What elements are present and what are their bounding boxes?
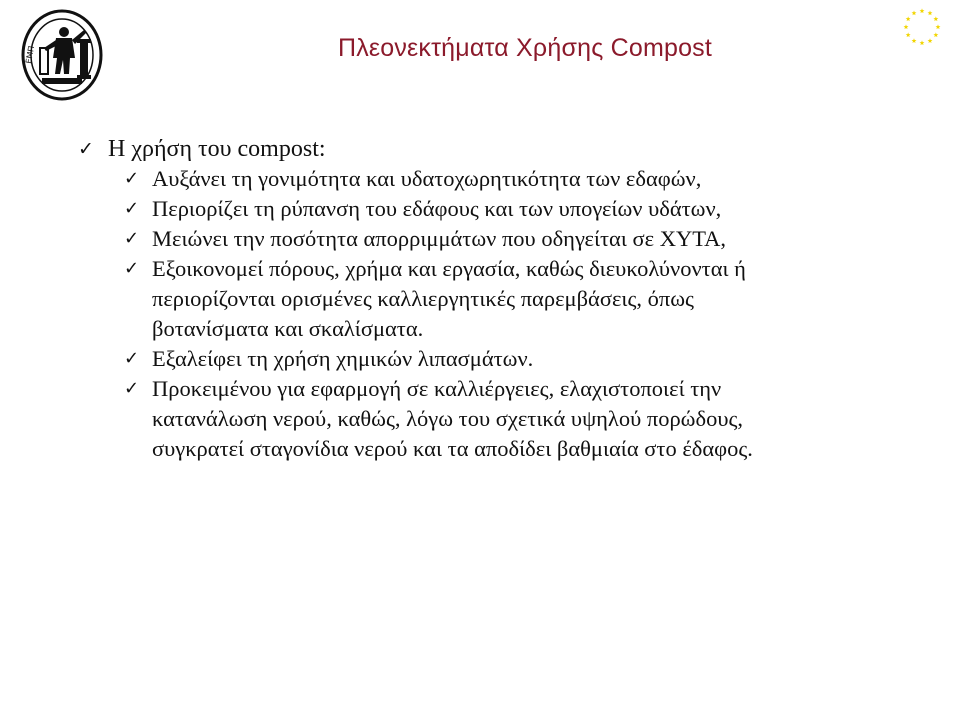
bullet-content xyxy=(78,134,948,464)
main-bullet-text: Η χρήση του compost: xyxy=(108,136,326,162)
seal-text: ΕΜΠ xyxy=(24,45,37,65)
eu-star-icon xyxy=(936,24,941,29)
list-item-line: Εξαλείφει τη χρήση χημικών λιπασμάτων. xyxy=(152,346,534,371)
list-item-line: Προκειμένου για εφαρμογή σε καλλιέργειες, ελαχιστοποιεί την xyxy=(152,376,722,401)
eu-star-icon xyxy=(920,8,925,13)
checkmark-icon: ✓ xyxy=(124,258,140,279)
checkmark-icon: ✓ xyxy=(124,198,140,219)
checkmark-icon: ✓ xyxy=(78,138,94,160)
list-item-line: Αυξάνει τη γονιμότητα και υδατοχωρητικότητα των εδαφών, xyxy=(152,166,702,191)
list-item-line: βοτανίσματα και σκαλίσματα. xyxy=(152,316,424,341)
list-item-line: Μειώνει την ποσότητα απορριμμάτων που οδηγείται σε ΧΥΤΑ, xyxy=(152,226,727,251)
checkmark-icon: ✓ xyxy=(124,228,140,249)
list-item-text xyxy=(152,344,948,374)
list-item-line: Περιορίζει τη ρύπανση του εδάφους και των υπογείων υδάτων, xyxy=(152,196,722,221)
main-bullet xyxy=(78,134,948,164)
eu-star-icon xyxy=(933,16,938,21)
eu-star-icon xyxy=(906,16,911,21)
list-item xyxy=(124,224,948,254)
checkmark-icon: ✓ xyxy=(124,348,140,369)
list-item xyxy=(124,254,948,344)
list-item xyxy=(124,374,948,464)
sub-bullet-list xyxy=(124,164,948,464)
list-item-line: Εξοικονομεί πόρους, χρήμα και εργασία, καθώς διευκολύνονται ή xyxy=(152,256,746,281)
slide-title: Πλεονεκτήματα Χρήσης Compost xyxy=(337,34,713,62)
checkmark-icon: ✓ xyxy=(124,168,140,189)
checkmark-icon: ✓ xyxy=(124,378,140,399)
list-item-line: κατανάλωση νερού, καθώς, λόγω του σχετικά υψηλού πορώδους, xyxy=(152,406,744,431)
list-item-text xyxy=(152,224,948,254)
list-item xyxy=(124,194,948,224)
list-item-text xyxy=(152,374,948,464)
list-item xyxy=(124,164,948,194)
list-item-text xyxy=(152,254,948,344)
eu-star-icon xyxy=(912,11,917,16)
list-item-text xyxy=(152,194,948,224)
eu-star-icon xyxy=(928,11,933,16)
list-item-line: συγκρατεί σταγονίδια νερού και τα αποδίδει βαθμιαία στο έδαφος. xyxy=(152,436,753,461)
list-item xyxy=(124,344,948,374)
list-item-text xyxy=(152,164,948,194)
list-item-line: περιορίζονται ορισμένες καλλιεργητικές παρεμβάσεις, όπως xyxy=(152,286,694,311)
eu-star-icon xyxy=(904,24,909,29)
